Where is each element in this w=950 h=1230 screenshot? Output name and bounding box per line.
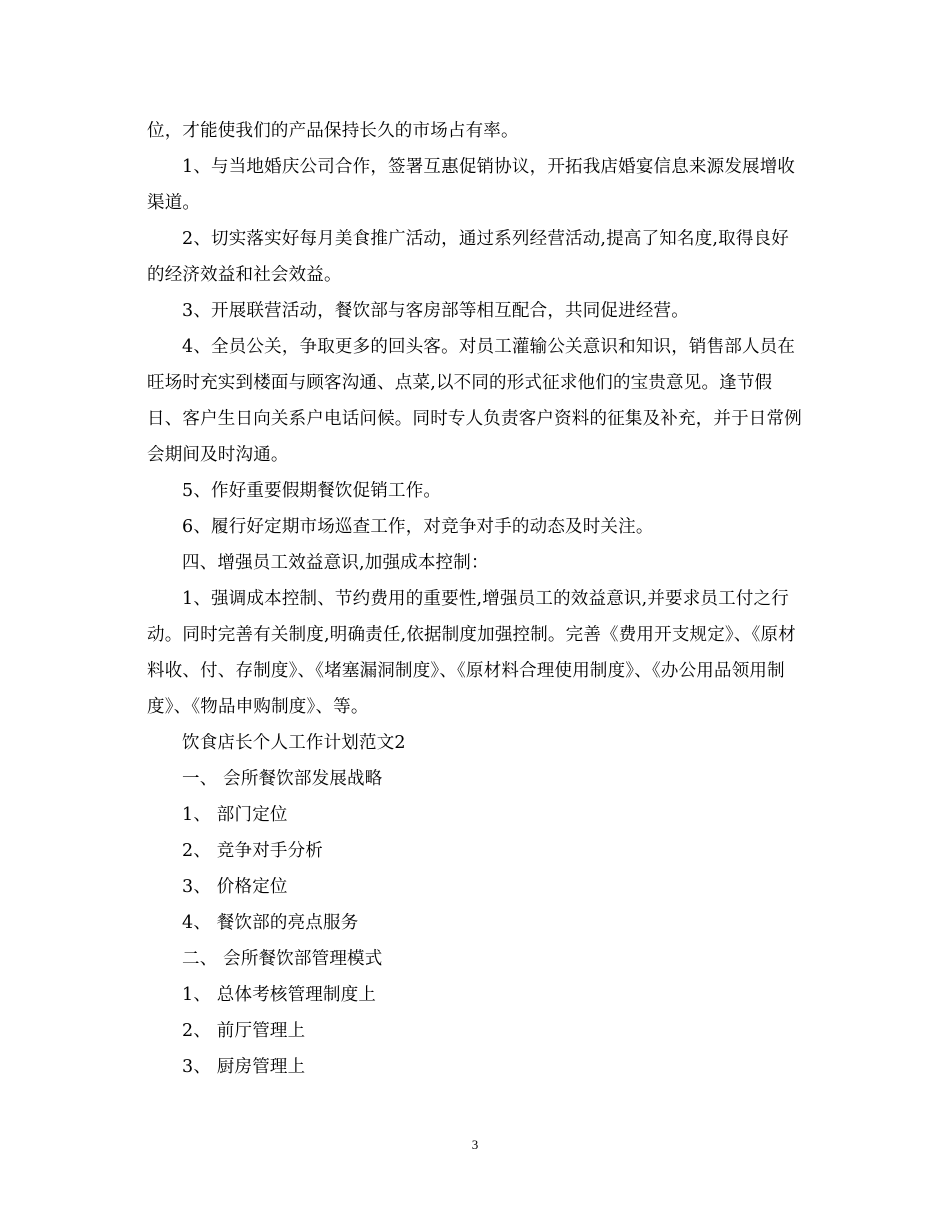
list-item: 1、 部门定位 xyxy=(182,805,288,825)
list-item: 3、 价格定位 xyxy=(182,877,288,897)
document-body xyxy=(147,113,803,1085)
page-number: 3 xyxy=(471,1137,479,1152)
paragraph: 1、强调成本控制、节约费用的重要性,增强员工的效益意识,并要求员工付之行动。同时完善有关制度,明确责任,依据制度加强控制。完善《费用开支规定》、《原材料收、付、存制度》、《堵塞漏洞制度》、《原材料合理使用制度》、《办公用品领用制度》、《物品申购制度》、等。 xyxy=(147,589,796,717)
paragraph: 4、全员公关，争取更多的回头客。对员工灌输公关意识和知识，销售部人员在旺场时充实到楼面与顾客沟通、点菜,以不同的形式征求他们的宝贵意见。逢节假日、客户生日向关系户电话问候。同时专人负责客户资料的征集及补充，并于日常例会期间及时沟通。 xyxy=(147,337,802,465)
section-heading: 二、 会所餐饮部管理模式 xyxy=(182,949,383,969)
list-item: 4、 餐饮部的亮点服务 xyxy=(182,913,359,933)
document-title: 饮食店长个人工作计划范文2 xyxy=(182,733,406,753)
paragraph: 3、开展联营活动，餐饮部与客房部等相互配合，共同促进经营。 xyxy=(182,301,689,321)
list-item: 2、 竞争对手分析 xyxy=(182,841,323,861)
list-item: 2、 前厅管理上 xyxy=(182,1021,306,1041)
paragraph: 6、履行好定期市场巡查工作，对竞争对手的动态及时关注。 xyxy=(182,517,654,537)
paragraph: 1、与当地婚庆公司合作，签署互惠促销协议，开拓我店婚宴信息来源发展增收渠道。 xyxy=(147,157,796,213)
list-item: 1、 总体考核管理制度上 xyxy=(182,985,377,1005)
section-heading: 一、 会所餐饮部发展战略 xyxy=(182,769,383,789)
paragraph: 2、切实落实好每月美食推广活动，通过系列经营活动,提高了知名度,取得良好的经济效益和社会效益。 xyxy=(147,229,789,285)
paragraph: 5、作好重要假期餐饮促销工作。 xyxy=(182,481,442,501)
list-item: 3、 厨房管理上 xyxy=(182,1057,306,1077)
section-heading: 四、增强员工效益意识,加强成本控制： xyxy=(182,553,489,573)
paragraph: 位，才能使我们的产品保持长久的市场占有率。 xyxy=(147,121,519,141)
